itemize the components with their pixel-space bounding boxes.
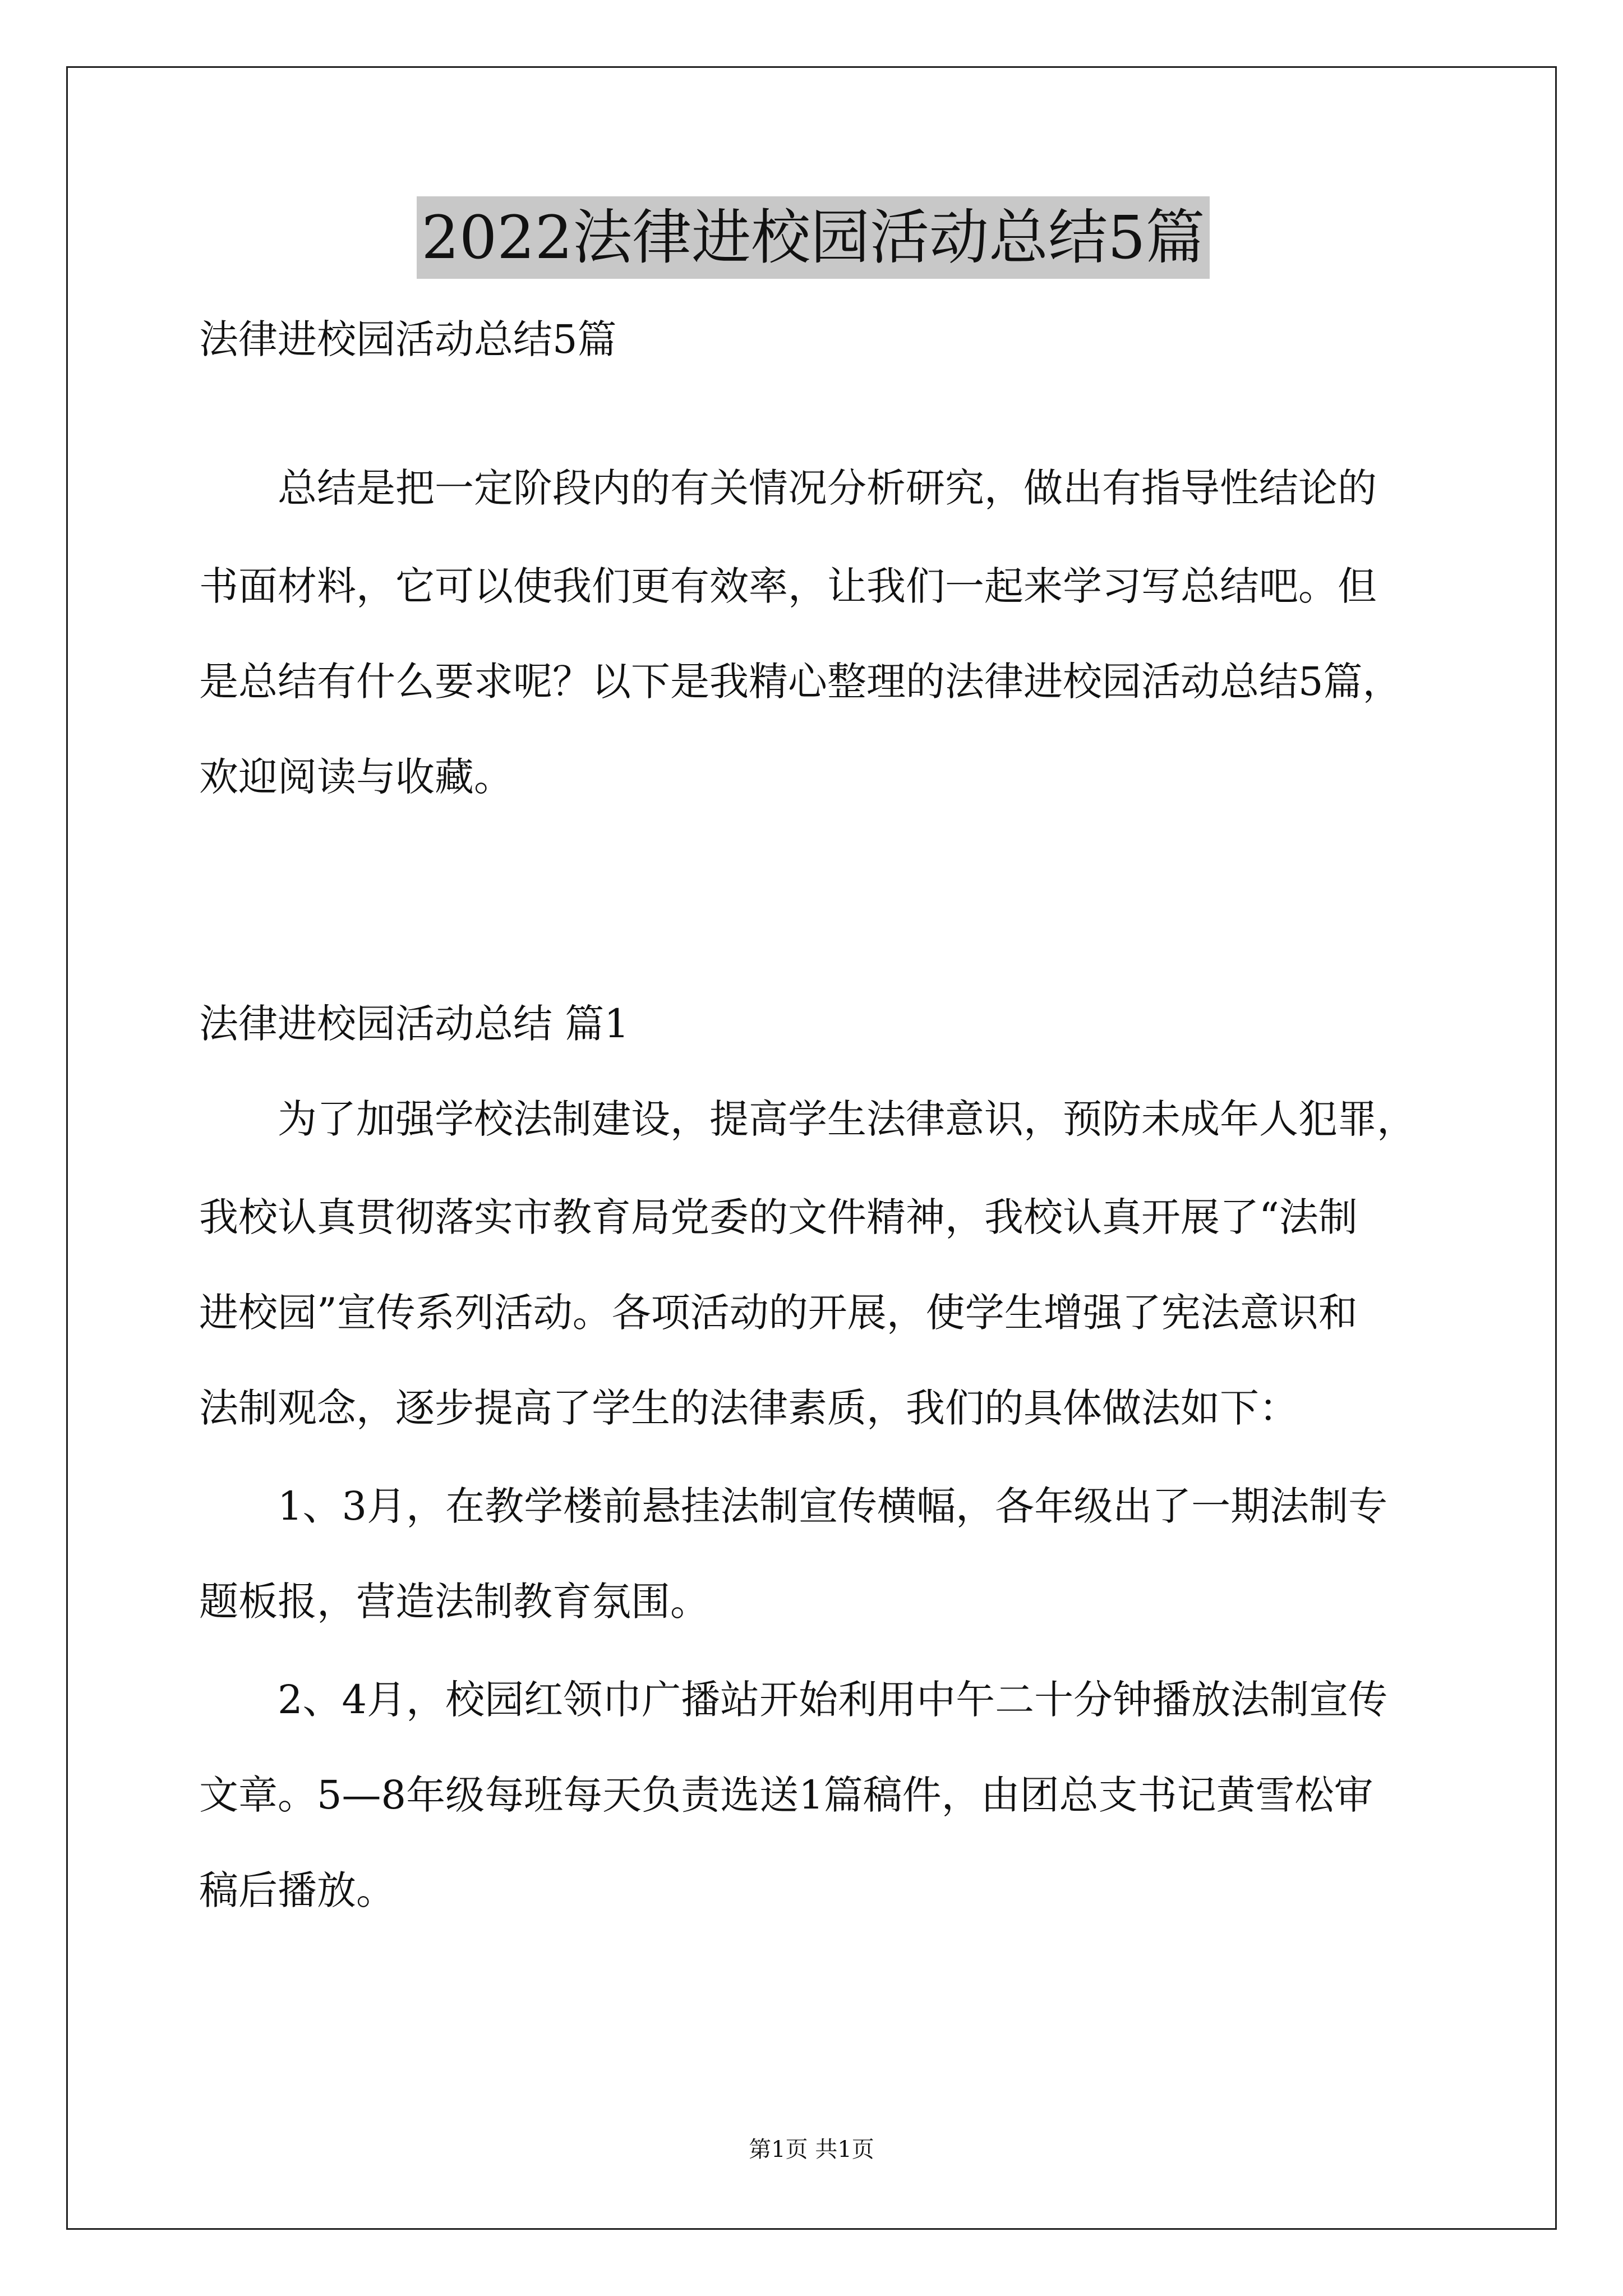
intro-line-2: 书面材料，它可以使我们更有效率，让我们一起来学习写总结吧。但 (199, 563, 1377, 609)
item2-line-2: 文章。5—8年级每班每天负责选送1篇稿件，由团总支书记黄雪松审 (199, 1772, 1373, 1818)
section-heading-1: 法律进校园活动总结 篇1 (199, 1001, 629, 1047)
title-wrap (199, 196, 1427, 279)
subtitle-line: 法律进校园活动总结5篇 (199, 316, 617, 362)
intro-line-1: 总结是把一定阶段内的有关情况分析研究，做出有指导性结论的 (278, 465, 1377, 511)
item2-line-3: 稿后播放。 (199, 1867, 395, 1913)
page-footer: 第1页 共1页 (749, 2137, 874, 2162)
para1-line-1: 为了加强学校法制建设，提高学生法律意识，预防未成年人犯罪， (278, 1096, 1416, 1142)
item1-line-2: 题板报，营造法制教育氛围。 (199, 1579, 709, 1625)
item2-line-1: 2、4月，校园红领巾广播站开始利用中午二十分钟播放法制宣传 (278, 1677, 1388, 1723)
para1-line-4: 法制观念，逐步提高了学生的法律素质，我们的具体做法如下： (199, 1385, 1298, 1431)
intro-line-3: 是总结有什么要求呢？以下是我精心整理的法律进校园活动总结5篇， (199, 659, 1402, 705)
intro-line-4: 欢迎阅读与收藏。 (199, 754, 513, 800)
item1-line-1: 1、3月，在教学楼前悬挂法制宣传横幅，各年级出了一期法制专 (278, 1483, 1388, 1529)
document-title: 2022法律进校园活动总结5篇 (417, 196, 1209, 279)
para1-line-3: 进校园”宣传系列活动。各项活动的开展，使学生增强了宪法意识和 (199, 1290, 1358, 1336)
para1-line-2: 我校认真贯彻落实市教育局党委的文件精神，我校认真开展了“法制 (199, 1194, 1358, 1240)
